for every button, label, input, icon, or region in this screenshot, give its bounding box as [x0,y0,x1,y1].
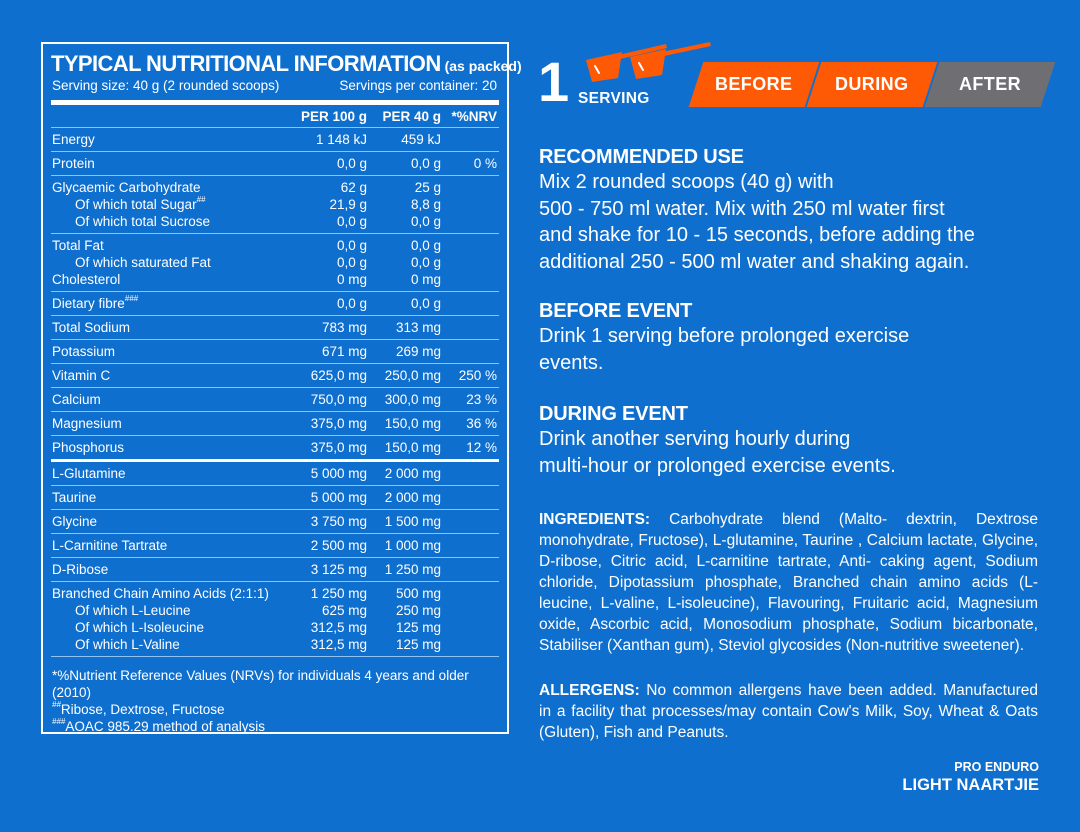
nrv-value [441,465,499,482]
serving-count: 1 [538,50,570,113]
nutrient-name [52,213,277,230]
nutrient-line [52,254,499,271]
allergens [539,680,1038,743]
per-100g-value: 3 750 mg [310,514,367,529]
nutrient-line [52,537,499,554]
nrv-value [441,131,499,148]
per-40g-value: 150,0 mg [384,416,441,431]
table-row-cells [52,391,499,408]
nrv-value [441,513,499,530]
per-100g-value: 671 mg [321,344,367,359]
per-40g-value: 2 000 mg [384,466,441,481]
table-row [51,582,499,657]
table-row [51,340,499,364]
per-100g-value: 62 g [340,180,367,195]
serving-banner [538,42,1048,112]
column-header-per-100g: PER 100 g [300,108,367,124]
per-40g-value: 269 mg [395,344,441,359]
nutrient-name-text: Magnesium [52,416,122,431]
per-40g-value: 459 kJ [401,132,441,147]
table-row [51,128,499,152]
phase-after [925,62,1056,107]
table-row-cells [52,537,499,554]
per-40g-value: 1 250 mg [384,562,441,577]
table-row-cells [52,561,499,578]
table-row [51,364,499,388]
table-row-cells [52,155,499,172]
nutrient-name-text: Of which L-Leucine [75,603,191,618]
nutrient-name [52,415,277,432]
table-row-cells [52,179,499,230]
nutrient-name-text: Branched Chain Amino Acids (2:1:1) [52,586,269,601]
table-row-cells [52,439,499,456]
nutrient-name-text: Total Fat [52,238,104,253]
nutrient-name [52,561,277,578]
per-100g-value: 5 000 mg [310,466,367,481]
nrv-value [441,489,499,506]
product-brand: PRO ENDURO [954,760,1039,774]
nutrient-name [52,367,277,384]
nrv-value: 250 % [458,368,497,383]
before-event-line: Drink 1 serving before prolonged exercise [539,325,910,347]
nutrient-line [52,415,499,432]
table-row [51,316,499,340]
nutrition-title-text: TYPICAL NUTRITIONAL INFORMATION [51,51,441,76]
nutrient-line [52,489,499,506]
nutrient-name-text: Cholesterol [52,272,121,287]
nutrient-name [52,602,277,619]
table-row [51,558,499,582]
nutrient-line [52,391,499,408]
nrv-value: 36 % [466,416,497,431]
before-event-line: events. [539,351,604,374]
table-row-cells [52,465,499,482]
ingredients [539,509,1038,656]
column-header-nrv: *%NRV [451,108,497,124]
serving-label: SERVING [578,90,650,107]
nrv-value [441,636,499,653]
recommended-use-heading: RECOMMENDED USE [539,146,744,168]
nutrient-name [52,237,277,254]
nrv-value [441,585,499,602]
nutrient-name [52,439,277,456]
per-40g-value: 0,0 g [410,255,441,270]
nutrient-line [52,465,499,482]
per-40g-value: 1 000 mg [384,538,441,553]
glasses-icon [578,42,713,90]
per-100g-value: 0,0 g [336,255,367,270]
phase-during [807,62,938,107]
recommended-use-line: and shake for 10 - 15 seconds, before adding the [539,224,975,246]
nutrient-line [52,295,499,312]
per-40g-value: 8,8 g [410,197,441,212]
nutrient-name-text: Protein [52,156,95,171]
footnote-marker: ## [52,700,61,709]
table-row [51,388,499,412]
during-event-line: multi-hour or prolonged exercise events. [539,454,896,477]
nutrient-line [52,131,499,148]
table-row-cells [52,237,499,288]
nutrient-name-text: Phosphorus [52,440,125,455]
per-100g-value: 0,0 g [336,296,367,311]
nutrient-name [52,131,277,148]
footnote-marker: ## [196,195,206,204]
per-100g-value: 3 125 mg [310,562,367,577]
nutrient-line [52,439,499,456]
phase-during-label: DURING [835,74,909,94]
nutrient-line [52,271,499,288]
nutrient-name-text: Taurine [52,490,97,505]
nutrient-name-text: Glycaemic Carbohydrate [52,180,201,195]
per-40g-value: 0 mg [410,272,441,287]
table-row-cells [52,513,499,530]
per-40g-value: 313 mg [395,320,441,335]
table-row [51,510,499,534]
nutrient-line [52,585,499,602]
nutrient-name [52,319,277,336]
nutrient-name-text: L-Glutamine [52,466,126,481]
table-row-cells [52,319,499,336]
nutrient-name [52,585,277,602]
table-row-cells [52,343,499,360]
nutrition-rows [51,128,499,657]
table-header [51,105,499,128]
nutrient-line [52,619,499,636]
nutrient-name [52,391,277,408]
nutrient-name [52,636,277,653]
nutrient-name [52,489,277,506]
per-100g-value: 312,5 mg [310,637,367,652]
nutrition-title-suffix: (as packed) [444,58,522,74]
nrv-value [441,271,499,288]
nutrient-name [52,196,277,213]
per-100g-value: 0,0 g [336,214,367,229]
footnote [52,701,499,718]
serving-size: Serving size: 40 g (2 rounded scoops) [52,78,280,93]
per-100g-value: 2 500 mg [310,538,367,553]
nutrient-name-text: Dietary fibre [52,296,125,311]
recommended-use [539,145,1039,275]
nutrient-line [52,561,499,578]
per-100g-value: 375,0 mg [310,440,367,455]
per-40g-value: 250 mg [395,603,441,618]
per-40g-value: 125 mg [395,620,441,635]
table-row-cells [52,489,499,506]
product-name [902,760,1039,795]
table-row-cells [52,585,499,653]
table-row [51,412,499,436]
per-100g-value: 783 mg [321,320,367,335]
nutrient-line [52,319,499,336]
nrv-value [441,179,499,196]
footnotes [51,657,499,735]
nutrient-line [52,367,499,384]
phase-before [689,62,820,107]
per-100g-value: 375,0 mg [310,416,367,431]
recommended-use-line: additional 250 - 500 ml water and shaking again. [539,250,970,273]
per-100g-value: 0 mg [336,272,367,287]
nutrient-name-text: L-Carnitine Tartrate [52,538,168,553]
ingredients-text: Carbohydrate blend (Malto- dextrin, Dextrose monohydrate, Fructose), L-glutamine, Taurine , Calcium lactate, Glycine, D-ribose, Citric acid, L-carnitine tartrate, Anti- caking agent, Sodium chloride, Dipotassium phosphate, Branched chain amino acids (L-leucine, L-valine, L-isoleucine), Flavouring, Fruitaric acid, Magnesium oxide, Ascorbic acid, Monosodium phosphate, Sodium bicarbonate, Stabiliser (Xanthan gum), Steviol glycosides (Non-nutritive sweetener). [539,511,1038,654]
nutrient-name-text: Glycine [52,514,98,529]
nutrient-name-text: Total Sodium [52,320,131,335]
nrv-value [441,343,499,360]
footnote-marker: ### [124,294,139,303]
recommended-use-line: Mix 2 rounded scoops (40 g) with [539,171,834,193]
table-row [51,462,499,486]
per-100g-value: 312,5 mg [310,620,367,635]
per-100g-value: 1 148 kJ [315,132,367,147]
table-row [51,176,499,234]
footnote-text: *%Nutrient Reference Values (NRVs) for individuals 4 years and older (2010) [52,668,469,700]
nutrient-line [52,237,499,254]
per-40g-value: 25 g [414,180,441,195]
per-40g-value: 125 mg [395,637,441,652]
phase-after-label: AFTER [959,74,1021,94]
nutrient-name-text: Of which L-Valine [75,637,180,652]
nutrient-name-text: Calcium [52,392,101,407]
per-40g-value: 0,0 g [410,156,441,171]
per-40g-value: 250,0 mg [384,368,441,383]
per-100g-value: 625 mg [321,603,367,618]
table-row [51,292,499,316]
ingredients-label: INGREDIENTS: [539,511,651,528]
table-row-cells [52,295,499,312]
per-100g-value: 0,0 g [336,156,367,171]
nrv-value [441,213,499,230]
before-event-heading: BEFORE EVENT [539,300,693,322]
nrv-value [441,237,499,254]
nrv-value [441,619,499,636]
nutrient-line [52,343,499,360]
per-100g-value: 0,0 g [336,238,367,253]
nutrient-name-text: Of which saturated Fat [75,255,211,270]
nutrient-line [52,602,499,619]
table-row [51,152,499,176]
during-event-line: Drink another serving hourly during [539,428,851,450]
per-100g-value: 5 000 mg [310,490,367,505]
per-40g-value: 2 000 mg [384,490,441,505]
table-row [51,436,499,462]
nutrient-name [52,343,277,360]
nutrient-name [52,619,277,636]
per-40g-value: 1 500 mg [384,514,441,529]
footnote-text: AOAC 985.29 method of analysis [65,719,265,734]
before-event [539,299,1039,376]
nrv-value [441,561,499,578]
per-40g-value: 0,0 g [410,296,441,311]
product-flavour: LIGHT NAARTJIE [902,776,1039,794]
footnote-marker: ### [52,717,66,726]
footnote [52,718,499,735]
nutrient-name [52,179,277,196]
nutrient-name-text: Of which total Sucrose [75,214,211,229]
nutrient-name [52,254,277,271]
per-100g-value: 1 250 mg [310,586,367,601]
nutrient-name [52,271,277,288]
per-40g-value: 500 mg [395,586,441,601]
serving-info [51,78,499,94]
per-40g-value: 150,0 mg [384,440,441,455]
nrv-value: 23 % [466,392,497,407]
table-row-cells [52,415,499,432]
nrv-value [441,537,499,554]
during-event-heading: DURING EVENT [539,403,688,425]
table-row [51,234,499,292]
nutrient-name-text: Vitamin C [52,368,111,383]
nrv-value [441,319,499,336]
nrv-value: 0 % [473,156,497,171]
nrv-value [441,602,499,619]
per-100g-value: 750,0 mg [310,392,367,407]
per-40g-value: 0,0 g [410,238,441,253]
nutrient-name [52,155,277,172]
per-40g-value: 300,0 mg [384,392,441,407]
allergens-text: No common allergens have been added. Manufactured in a facility that processes/may contain Cow's Milk, Soy, Wheat & Oats (Gluten), Fish and Peanuts. [539,682,1038,741]
nrv-value [441,254,499,271]
nrv-value [441,196,499,213]
nutrient-line [52,196,499,213]
nutrient-name-text: Potassium [52,344,116,359]
nutrient-name-text: Of which L-Isoleucine [75,620,205,635]
nutrient-name [52,513,277,530]
per-100g-value: 625,0 mg [310,368,367,383]
nrv-value: 12 % [466,440,497,455]
table-row [51,486,499,510]
nutrition-title [51,51,522,78]
nrv-value [441,295,499,312]
per-100g-value: 21,9 g [329,197,367,212]
nutrient-name [52,295,277,312]
allergens-label: ALLERGENS: [539,682,640,699]
nutrient-name [52,465,277,482]
footnote [52,667,499,701]
servings-per-container: Servings per container: 20 [339,78,497,93]
nutrient-line [52,213,499,230]
phase-before-label: BEFORE [715,74,793,94]
nutrient-name [52,537,277,554]
nutrient-line [52,513,499,530]
table-row-cells [52,367,499,384]
during-event [539,402,1039,479]
column-header-per-40g: PER 40 g [382,108,441,124]
nutrient-line [52,155,499,172]
nutrient-name-text: D-Ribose [52,562,109,577]
nutrient-line [52,179,499,196]
table-row [51,534,499,558]
nutrition-panel [41,42,522,734]
nutrient-name-text: Energy [52,132,95,147]
nutrient-line [52,636,499,653]
per-40g-value: 0,0 g [410,214,441,229]
footnote-text: Ribose, Dextrose, Fructose [60,702,225,717]
table-row-cells [52,131,499,148]
nutrient-name-text: Of which total Sugar [75,197,197,212]
recommended-use-line: 500 - 750 ml water. Mix with 250 ml water first [539,197,945,220]
